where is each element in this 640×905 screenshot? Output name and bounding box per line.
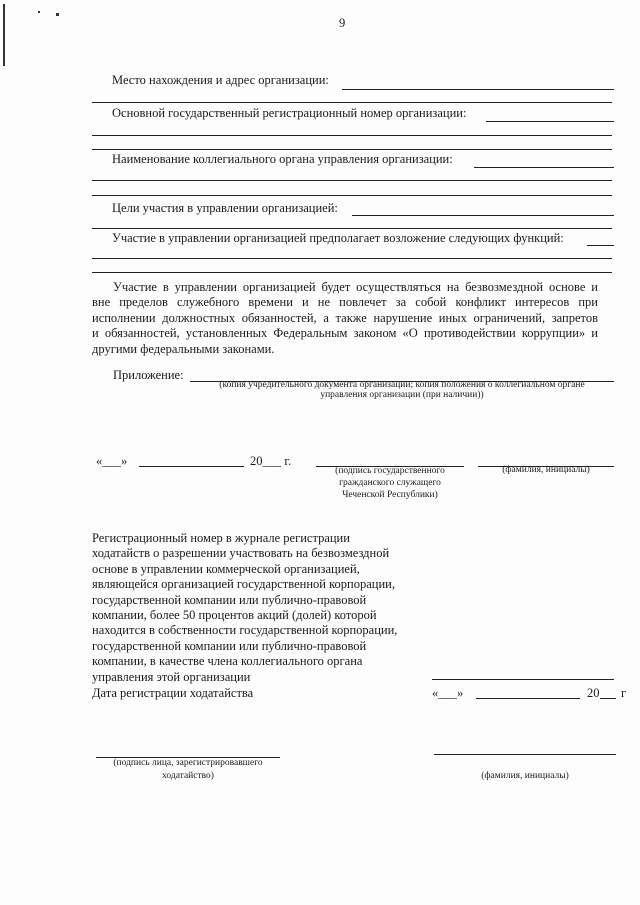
- field-location-line: [342, 89, 614, 90]
- registration-line: находится в собственности государственной корпорации,: [92, 623, 398, 638]
- field-ogrn-line-2: [92, 135, 612, 136]
- field-collegial-body-line: [474, 167, 614, 168]
- registration-date-year-line: [600, 698, 616, 699]
- field-collegial-body-line-3: [92, 195, 612, 196]
- statement-line: другими федеральными законами.: [92, 341, 275, 356]
- field-ogrn-line-3: [92, 149, 612, 150]
- attachment-hint-line: (копия учредительного документа организации; копия положения о коллегиальном органе: [219, 380, 585, 390]
- date-day: «___»: [96, 454, 128, 468]
- registration-line: Регистрационный номер в журнале регистрации: [92, 531, 350, 545]
- field-collegial-body-label: Наименование коллегиального органа управления организации:: [112, 152, 453, 166]
- registration-line: управления этой организации: [92, 669, 251, 684]
- registration-line: ходатайств о разрешении участвовать на безвозмездной: [92, 546, 390, 561]
- registration-line: являющейся организацией государственной корпорации,: [92, 577, 395, 592]
- attachment-hint: [180, 380, 624, 400]
- signature-caption-line: гражданского служащего: [339, 478, 441, 488]
- registration-date-day: «___»: [432, 686, 464, 700]
- registration-number-line: [432, 679, 614, 680]
- name-caption: (фамилия, инициалы): [502, 465, 590, 475]
- signature-caption: [310, 465, 470, 501]
- registration-line: государственной компании или публично-правовой: [92, 638, 367, 653]
- scan-dot-mark: [56, 13, 59, 16]
- statement-line: и обязанностей, установленных Федеральным законом «О противодействии коррупции» и: [92, 326, 598, 341]
- statement-line: вне пределов служебного времени и не повлечет за собой конфликт интересов при: [92, 295, 598, 310]
- date-year: 20___ г.: [250, 454, 292, 468]
- field-goals-line: [352, 215, 614, 216]
- registration-date-label: Дата регистрации ходатайства: [92, 686, 254, 700]
- field-goals-line-2: [92, 228, 612, 229]
- date-month-line: [139, 466, 244, 467]
- page-number: 9: [339, 16, 346, 30]
- registration-line: государственной компании или публично-правовой: [92, 592, 367, 607]
- registration-line: основе в управлении коммерческой организацией,: [92, 561, 360, 576]
- field-functions-line: [587, 245, 614, 246]
- registration-date-year-suffix: г: [621, 686, 627, 700]
- registrar-name-line: [434, 754, 616, 755]
- field-functions-line-3: [92, 272, 612, 273]
- attachment-label: Приложение:: [113, 368, 184, 382]
- field-location-label: Место нахождения и адрес организации:: [112, 73, 329, 87]
- field-functions-line-2: [92, 258, 612, 259]
- statement-line: исполнении должностных обязанностей, а также нарушение иных ограничений, запретов: [92, 310, 598, 325]
- registrar-signature-caption: [90, 757, 286, 783]
- attachment-hint-line: управления организации (при наличии)): [320, 390, 484, 400]
- registrar-caption-line: (подпись лица, зарегистрировавшего: [113, 758, 263, 768]
- signature-caption-line: (подпись государственного: [335, 466, 445, 476]
- statement-line: Участие в управлении организацией будет осуществляться на безвозмездной основе и: [113, 280, 598, 294]
- scan-edge-mark: [3, 4, 5, 66]
- field-ogrn-label: Основной государственный регистрационный номер организации:: [112, 106, 467, 120]
- field-functions-label: Участие в управлении организацией предполагает возложение следующих функций:: [112, 231, 564, 245]
- signature-caption-line: Чеченской Республики): [342, 490, 438, 500]
- scan-dot-mark: [38, 11, 40, 13]
- registration-number-text: [92, 531, 397, 685]
- statement-paragraph: [92, 280, 598, 357]
- field-location-line-2: [92, 102, 612, 103]
- registration-date-year: 20: [587, 686, 600, 700]
- field-ogrn-line: [486, 121, 614, 122]
- registrar-name-caption: (фамилия, инициалы): [481, 771, 569, 781]
- field-goals-label: Цели участия в управлении организацией:: [112, 201, 338, 215]
- registration-line: компании, в качестве члена коллегиального органа: [92, 654, 363, 669]
- registrar-caption-line: ходатайство): [162, 771, 214, 781]
- registration-date-month-line: [476, 698, 580, 699]
- registration-line: компании, более 50 процентов акций (долей) которой: [92, 608, 377, 623]
- field-collegial-body-line-2: [92, 180, 612, 181]
